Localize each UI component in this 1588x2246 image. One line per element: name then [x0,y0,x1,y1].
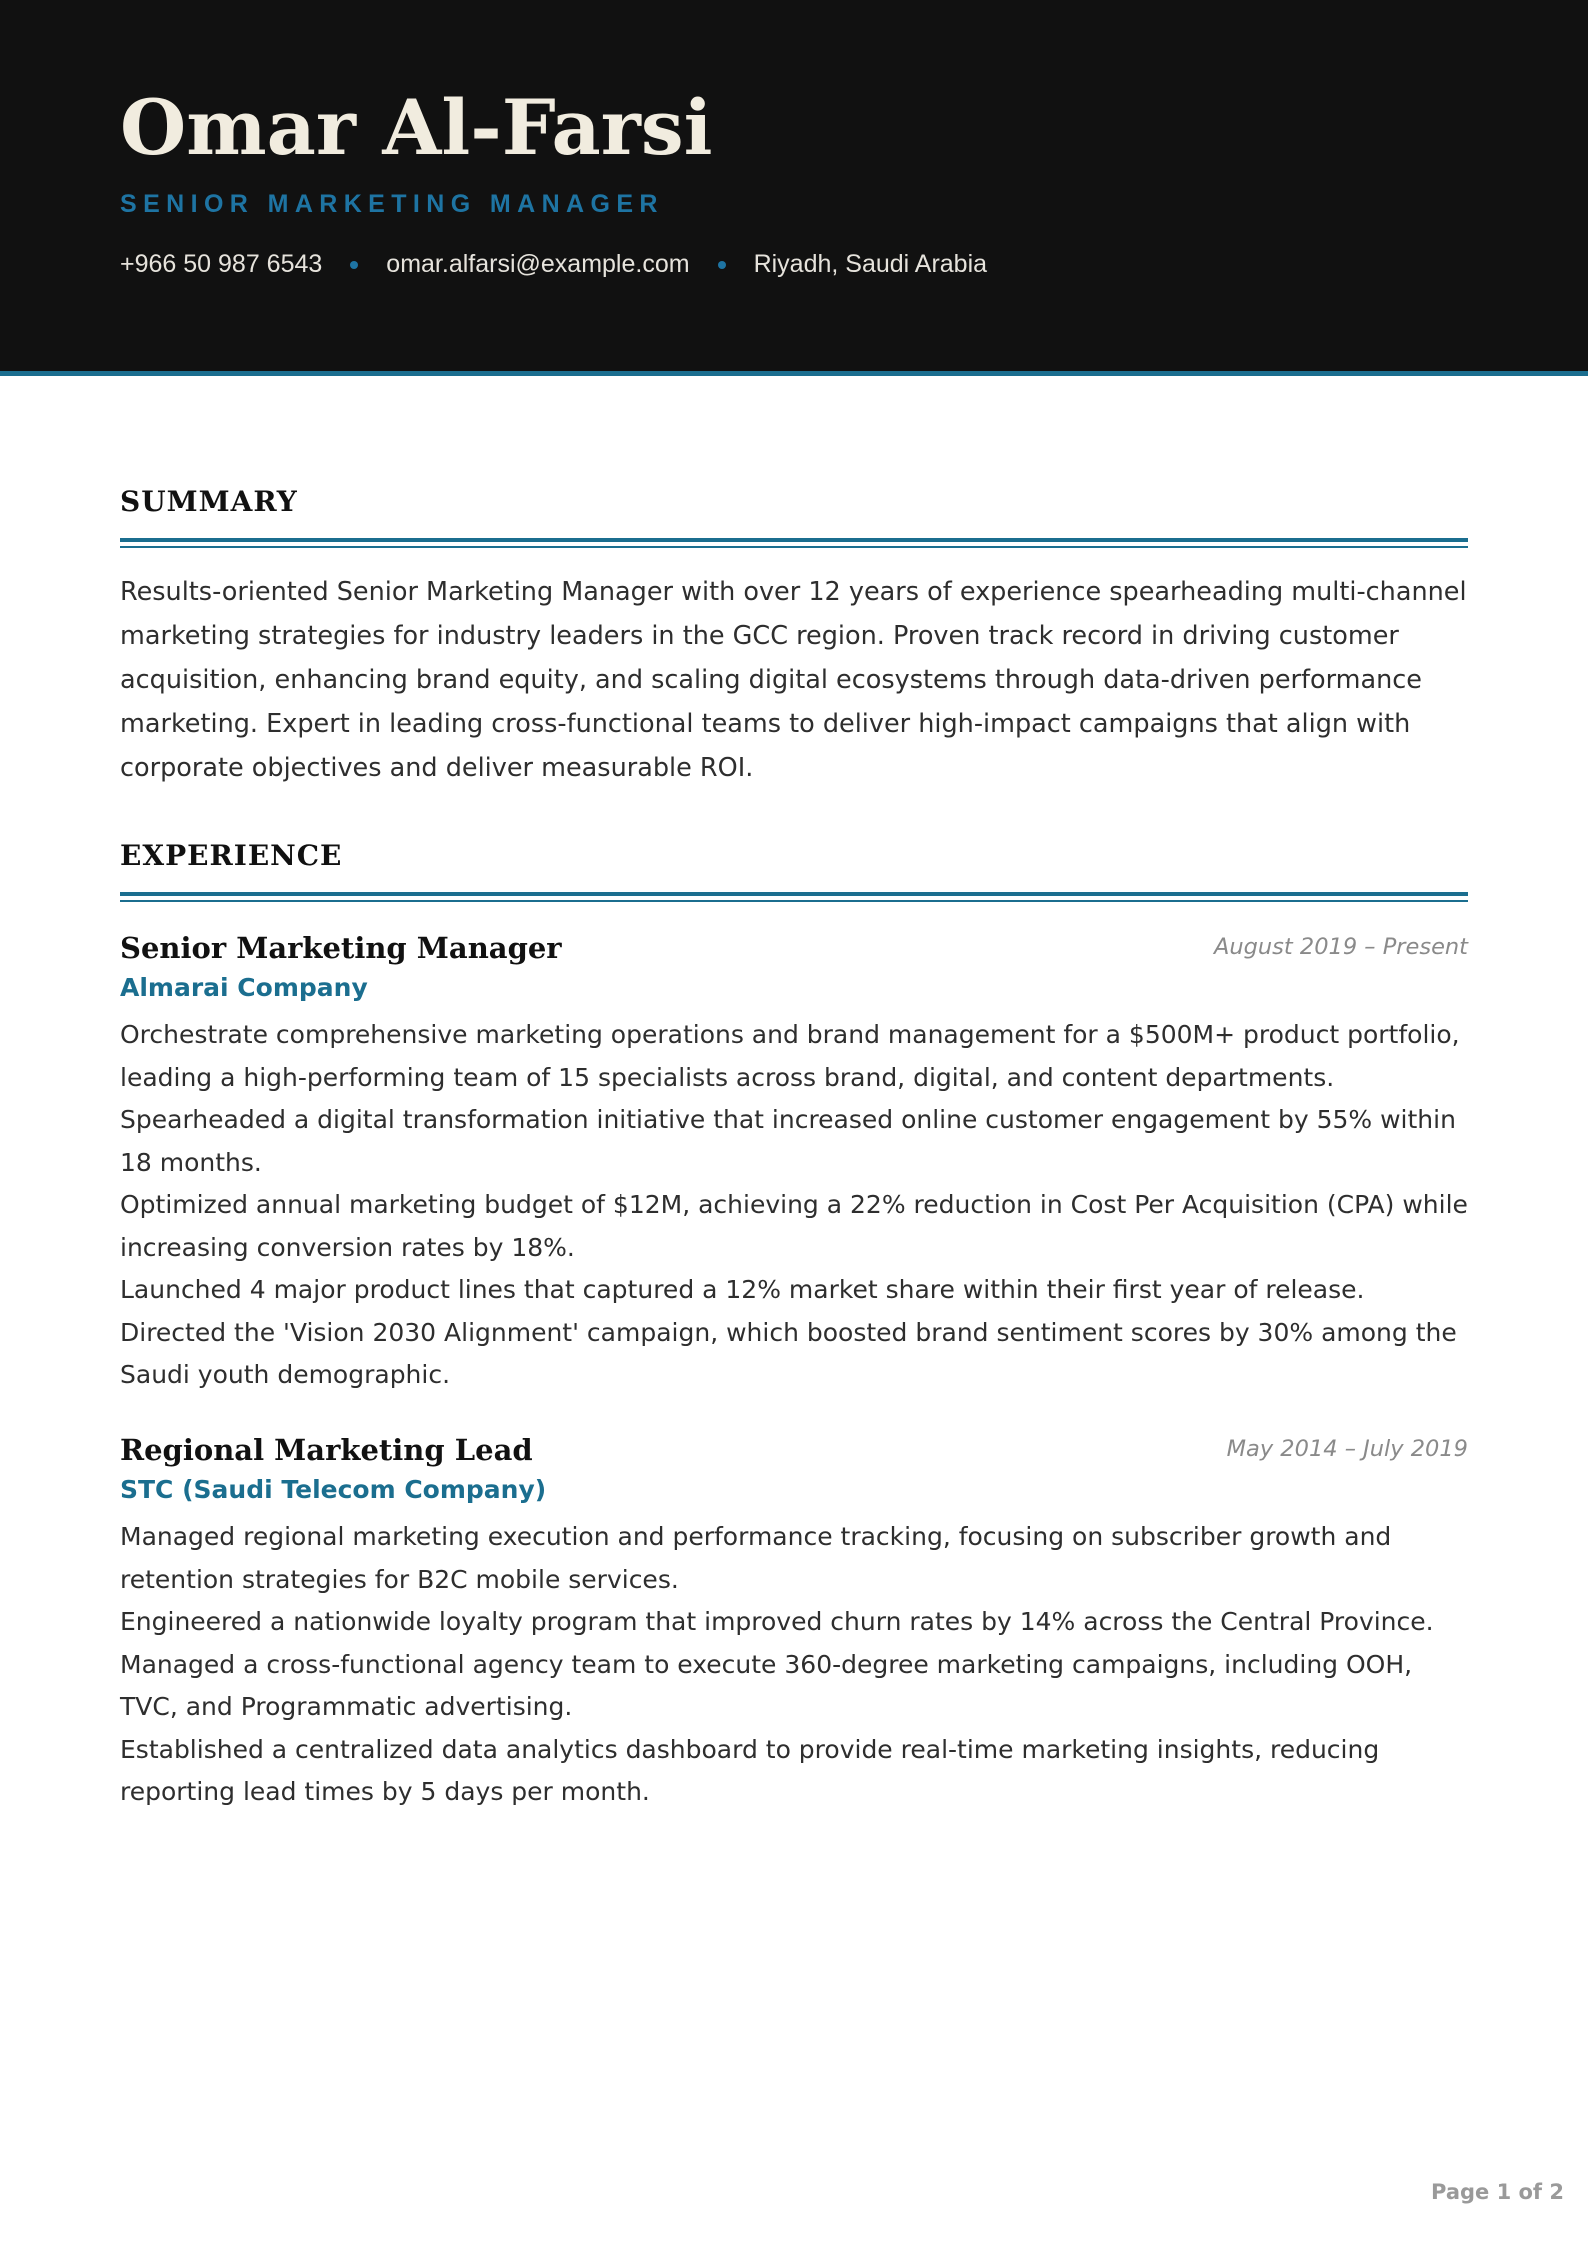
job-dates: August 2019 – Present [1213,934,1468,960]
job-header [120,1430,1468,1470]
job-title: Regional Marketing Lead [120,1433,533,1467]
job-bullets [120,1014,1468,1397]
summary-text: Results-oriented Senior Marketing Manager with over 12 years of experience spearheading multi-channel marketing strategies for industry leaders in the GCC region. Proven track record in driving customer acquisition, enhancing brand equity, and scaling digital ecosystems through data-driven performance marketing. Expert in leading cross-functional teams to deliver high-impact campaigns that align with corporate objectives and deliver measurable ROI. [120,576,1467,783]
job-dates: May 2014 – July 2019 [1226,1436,1468,1462]
candidate-name: Omar Al-Farsi [120,83,713,172]
job-entry [120,1430,1468,1814]
section-divider [120,538,1468,542]
separator-dot-icon [350,261,358,269]
job-company: STC (Saudi Telecom Company) [120,1475,547,1504]
job-bullet: Managed regional marketing execution and performance tracking, focusing on subscriber growth and retention strategies for B2C mobile services. [120,1522,1392,1594]
resume-header [0,0,1588,376]
contact-email: omar.alfarsi@example.com [386,250,690,278]
job-bullet: Optimized annual marketing budget of $12M, achieving a 22% reduction in Cost Per Acquisition (CPA) while increasing conversion rates by 18%. [120,1190,1468,1262]
job-bullet: Directed the 'Vision 2030 Alignment' campaign, which boosted brand sentiment scores by 30% among the Saudi youth demographic. [120,1317,1457,1389]
summary-section [120,484,1468,790]
section-divider-thin [120,900,1468,902]
page-indicator: Page 1 of 2 [1431,2180,1564,2204]
job-bullet: Established a centralized data analytics dashboard to provide real-time marketing insights, reducing reporting lead times by 5 days per month. [120,1734,1380,1806]
contact-phone: +966 50 987 6543 [120,250,323,278]
job-bullet: Orchestrate comprehensive marketing operations and brand management for a $500M+ product portfolio, leading a high-performing team of 15 specialists across brand, digital, and content departments. [120,1020,1460,1092]
experience-heading: EXPERIENCE [120,839,343,872]
section-divider [120,892,1468,896]
job-bullet: Spearheaded a digital transformation initiative that increased online customer engagement by 55% within 18 months. [120,1105,1456,1177]
contact-location: Riyadh, Saudi Arabia [753,250,988,278]
separator-dot-icon [718,261,726,269]
job-company: Almarai Company [120,973,368,1002]
contact-bar [120,250,987,279]
job-title: Senior Marketing Manager [120,931,562,965]
job-bullet: Launched 4 major product lines that captured a 12% market share within their first year of release. [120,1275,1365,1304]
job-entry [120,928,1468,1397]
job-bullet: Managed a cross-functional agency team to execute 360-degree marketing campaigns, including OOH, TVC, and Programmatic advertising. [120,1649,1413,1721]
experience-section [120,838,1468,902]
job-header [120,928,1468,968]
job-bullets [120,1516,1468,1814]
section-divider-thin [120,546,1468,548]
job-bullet: Engineered a nationwide loyalty program that improved churn rates by 14% across the Central Province. [120,1607,1434,1636]
summary-heading: SUMMARY [120,485,298,518]
candidate-title: SENIOR MARKETING MANAGER [120,190,664,218]
